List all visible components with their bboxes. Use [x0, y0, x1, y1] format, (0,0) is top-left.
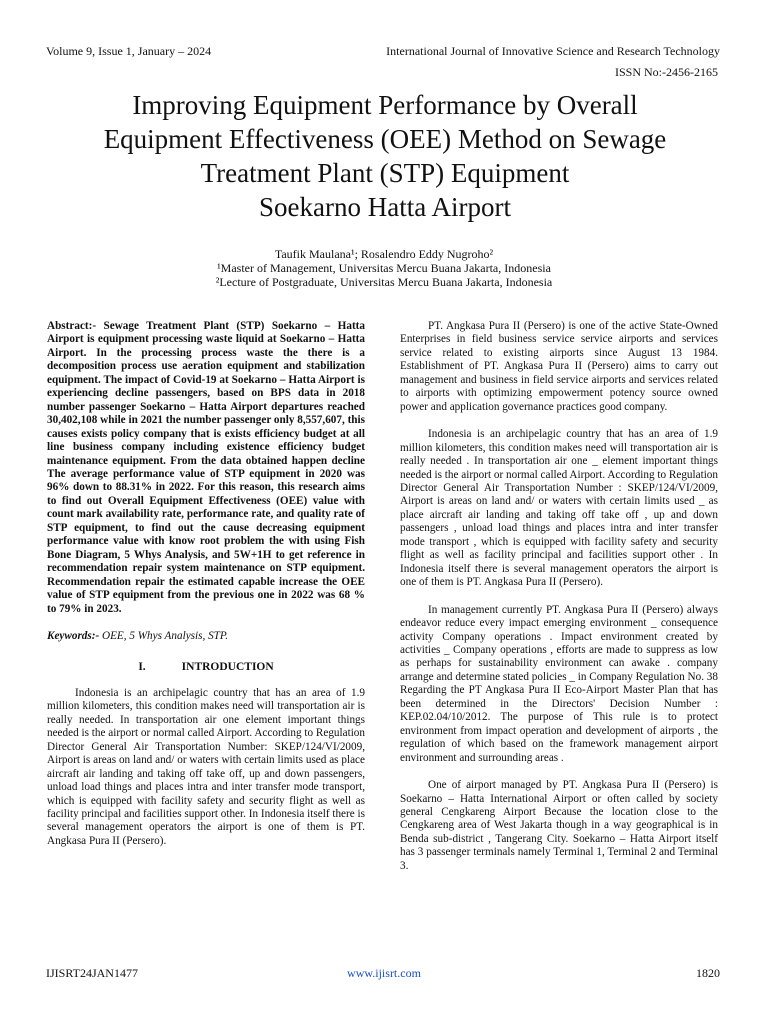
paragraph: Indonesia is an archipelagic country that has an area of 1.9 million kilometers, this condition makes need will transportation air is really needed. In transportation air one element important things needed is the airport or normal called Airport. According to Regulation Director General Air Transportation Number: SKEP/124/VI/2009, Airport is areas on land and/ or waters with certain limits used as place aircraft air landing and taking off take off, up and down passengers, unload load things and places intra and inter transfer mode transport, which is equipped with facility safety and security flight as well as facility principal and facilities support other. In Indonesia itself there is several management operators the airport is one of them is PT. Angkasa Pura II (Persero).: [47, 686, 365, 847]
author-names: Taufik Maulana¹; Rosalendro Eddy Nugroho²: [274, 247, 494, 261]
author-block: [0, 247, 768, 289]
paragraph: Indonesia is an archipelagic country that has an area of 1.9 million kilometers, this condition makes need will transportation air is really needed . In transportation air one _ element important things needed is the airport or normal called Airport. According to Regulation Director General Air Transportation Number : SKEP/124/VI/2009, Airport is areas on land and/ or waters with certain limits used _ as place aircraft air landing and taking off take off , up and down passengers , unload load things and places intra and inter transfer mode transport , which is equipped with facility safety and security flight as well as facility principal and facilities support other . In Indonesia itself there is several management operators the airport is one of them is PT. Angkasa Pura II (Persero).: [400, 428, 718, 589]
keywords-text: OEE, 5 Whys Analysis, STP.: [99, 629, 229, 642]
left-column: [47, 320, 365, 862]
paragraph: One of airport managed by PT. Angkasa Pura II (Persero) is Soekarno – Hatta International Airport or often called by society general Cengkareng Airport Because the location close to the Cengkareng area of West Jakarta though in a way geographical is in Benda sub-district , Tangerang City. Soekarno – Hatta Airport itself has 3 passenger terminals namely Terminal 1, Terminal 2 and Terminal 3.: [400, 779, 718, 872]
keywords-label: Keywords:-: [47, 629, 100, 642]
section-number: I.: [138, 661, 146, 674]
journal-url-link[interactable]: www.ijisrt.com: [347, 966, 421, 980]
affiliation-2: ²Lecture of Postgraduate, Universitas Mercu Buana Jakarta, Indonesia: [215, 275, 553, 289]
affiliation-1: ¹Master of Management, Universitas Mercu Buana Jakarta, Indonesia: [217, 261, 551, 275]
title-line: Improving Equipment Performance by Overall: [132, 90, 638, 120]
keywords: [47, 630, 365, 643]
section-heading: [47, 661, 365, 674]
section-title: INTRODUCTION: [181, 661, 274, 674]
paper-id: IJISRT24JAN1477: [46, 966, 138, 980]
title-line: Treatment Plant (STP) Equipment: [200, 158, 570, 188]
issn-number: ISSN No:-2456-2165: [614, 65, 718, 79]
abstract: Abstract:- Sewage Treatment Plant (STP) Soekarno – Hatta Airport is equipment processing waste liquid at Soekarno – Hatta Airport. In the processing process waste the there is a decomposition process use aeration equipment and stabilization equipment. The impact of Covid-19 at Soekarno – Hatta Airport is experiencing decline passengers, based on BPS data in 2018 number passenger Soekarno – Hatta Airport departures reached 30,402,108 while in 2021 the number passenger only 8,557,607, this causes exists policy company that is exists efficiency budget at all line business company including existence efficiency budget maintenance equipment. From the data obtained happen decline The average performance value of STP equipment in 2020 was 96% down to 88.31% in 2022. For this reason, this research aims to find out Overall Equipment Effectiveness (OEE) value with count mark availability rate, performance rate, and quality rate of STP equipment, to find out the cause decreasing equipment performance value with know root problem the with using Fish Bone Diagram, 5 Whys Analysis, and 5W+1H to get reference in recommendation repair system maintenance on STP equipment. Recommendation repair the estimated capable increase the OEE value of STP equipment from the previous one in 2022 was 68 % to 79% in 2023.: [47, 320, 365, 615]
volume-issue: Volume 9, Issue 1, January – 2024: [46, 44, 212, 58]
paper-title: [40, 88, 730, 224]
right-column: [400, 320, 718, 887]
paragraph: PT. Angkasa Pura II (Persero) is one of the active State-Owned Enterprises in field business service service airports and services service related to existing airports since August 13 1984. Establishment of PT. Angkasa Pura II (Persero) aims to carry out management and business in field service airports and services related to airports with optimizing empowerment potency source owned power and application governance practices good company.: [400, 320, 718, 413]
title-line: Soekarno Hatta Airport: [259, 192, 511, 222]
title-line: Equipment Effectiveness (OEE) Method on Sewage: [103, 124, 667, 154]
journal-name: International Journal of Innovative Science and Research Technology: [386, 44, 720, 58]
paragraph: In management currently PT. Angkasa Pura II (Persero) always endeavor reduce every impact emerging environment _ consequence activity Company operations . Impact environment created by activities _ Company operations , efforts are made to suppress as low as perhaps for sustainability environment can awake . company arrange and determine stated policies _ in Company Regulation No. 38 Regarding the PT Angkasa Pura II Eco-Airport Master Plan that has been determined in the Directors' Decision Number : KEP.02.04/10/2012. The purpose of This rule is to protect environment from impact operation and development of airports , the regulation of which based on the framework management airport environment and surrounding areas .: [400, 603, 718, 764]
page-number: 1820: [696, 966, 720, 980]
